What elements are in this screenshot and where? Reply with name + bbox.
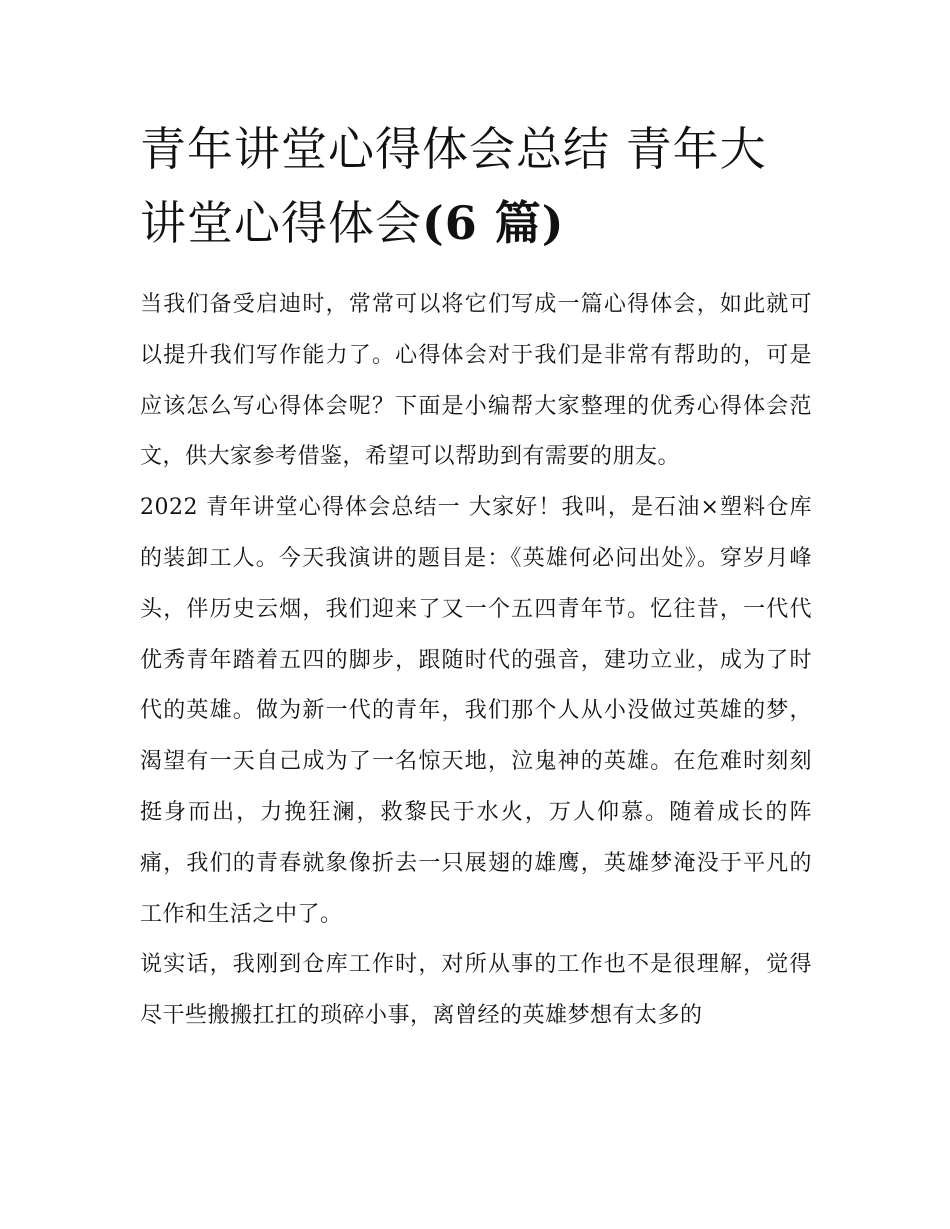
document-page: [140, 112, 812, 1042]
intro-paragraph: 当我们备受启迪时，常常可以将它们写成一篇心得体会，如此就可以提升我们写作能力了。心得体会对于我们是非常有帮助的，可是应该怎么写心得体会呢？下面是小编帮大家整理的优秀心得体会范文，供大家参考借鉴，希望可以帮助到有需要的朋友。: [140, 292, 812, 470]
title-main: 青年讲堂心得体会总结 青年大讲堂心得体会: [140, 122, 767, 250]
body-paragraph-2: 说实话，我刚到仓库工作时，对所从事的工作也不是很理解，觉得尽干些搬搬扛扛的琐碎小事，离曾经的英雄梦想有太多的: [140, 952, 812, 1029]
document-title: [140, 112, 812, 260]
body-paragraph-1: 2022 青年讲堂心得体会总结一 大家好！我叫，是石油×塑料仓库的装卸工人。今天我演讲的题目是：《英雄何必问出处》。穿岁月峰头，伴历史云烟，我们迎来了又一个五四青年节。忆往昔，一代代优秀青年踏着五四的脚步，跟随时代的强音，建功立业，成为了时代的英雄。做为新一代的青年，我们那个人从小没做过英雄的梦，渴望有一天自己成为了一名惊天地，泣鬼神的英雄。在危难时刻刻挺身而出，力挽狂澜，救黎民于水火，万人仰慕。随着成长的阵痛，我们的青春就象像折去一只展翅的雄鹰，英雄梦淹没于平凡的工作和生活之中了。: [140, 495, 812, 927]
title-count: (6 篇): [422, 196, 565, 250]
